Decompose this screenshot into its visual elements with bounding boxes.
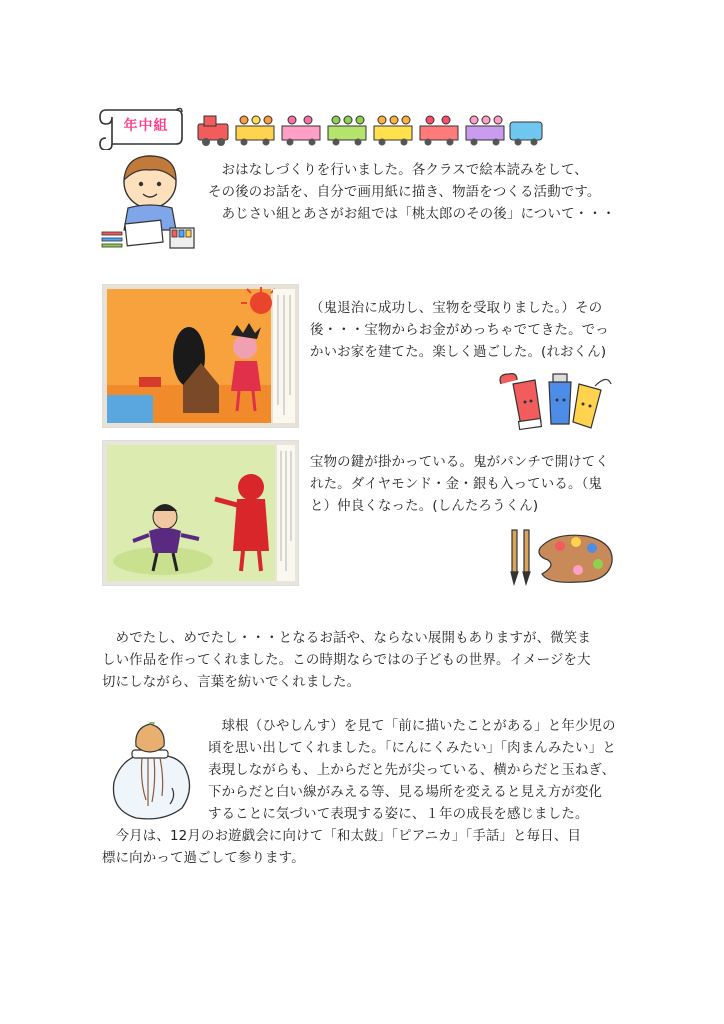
summary-paragraph xyxy=(102,628,591,694)
closing-paragraph xyxy=(102,826,581,870)
train-illustration xyxy=(196,108,546,148)
summary-line: 切にしながら、言葉を紡いでくれました。 xyxy=(102,675,361,690)
paint-palette-illustration xyxy=(508,526,616,588)
intro-line: その後のお話を、自分で画用紙に描き、物語をつくる活動です。 xyxy=(208,185,601,200)
child-drawing-photo-1 xyxy=(102,284,299,428)
intro-paragraph xyxy=(208,160,615,226)
bulb-line: 頃を思い出してくれました。「にんにくみたい」「肉まんみたい」と xyxy=(208,741,616,756)
closing-line: 今月は、12月のお遊戯会に向けて「和太鼓」「ピアニカ」「手話」と毎日、目 xyxy=(102,829,582,844)
summary-line: しい作品を作ってくれました。この時期ならではの子どもの世界。イメージを大 xyxy=(102,653,591,668)
bulb-line: することに気づいて表現する姿に、１年の成長を感じました。 xyxy=(208,807,589,822)
drawing-2-caption xyxy=(310,452,609,518)
drawing-1-caption xyxy=(310,298,609,364)
bulb-line: 下からだと白い線がみえる等、見る場所を変えると見え方が変化 xyxy=(208,785,603,800)
bulb-line: 表現しながらも、上からだと先が尖っている、横からだと玉ねぎ、 xyxy=(208,763,616,778)
child-drawing-illustration xyxy=(100,150,200,255)
summary-line: めでたし、めでたし・・・となるお話や、ならない展開もありますが、微笑ま xyxy=(102,631,591,646)
intro-line: あじさい組とあさがお組では「桃太郎のその後」について・・・ xyxy=(208,207,616,222)
caption-line: （鬼退治に成功し、宝物を受取りました。）その xyxy=(310,301,603,316)
class-name-label: 年中組 xyxy=(123,118,169,134)
intro-line: おはなしづくりを行いました。各クラスで絵本読みをして、 xyxy=(208,163,588,178)
caption-line: れた。ダイヤモンド・金・銀も入っている。（鬼 xyxy=(310,477,603,492)
caption-line: と）仲良くなった。(しんたろうくん) xyxy=(310,499,539,514)
child-drawing-photo-2 xyxy=(102,440,299,586)
bulb-paragraph xyxy=(208,716,616,826)
caption-line: 後・・・宝物からお金がめっちゃでてきた。でっ xyxy=(310,323,609,338)
caption-line: 宝物の鍵が掛かっている。鬼がパンチで開けてく xyxy=(310,455,609,470)
paint-tubes-illustration xyxy=(495,370,615,432)
caption-line: かいお家を建てた。楽しく過ごした。(れおくん) xyxy=(310,345,607,360)
bulb-line: 球根（ひやしんす）を見て「前に描いたことがある」と年少児の xyxy=(208,719,616,734)
hyacinth-bulb-illustration xyxy=(106,722,194,822)
closing-line: 標に向かって過ごして参ります。 xyxy=(102,851,305,866)
